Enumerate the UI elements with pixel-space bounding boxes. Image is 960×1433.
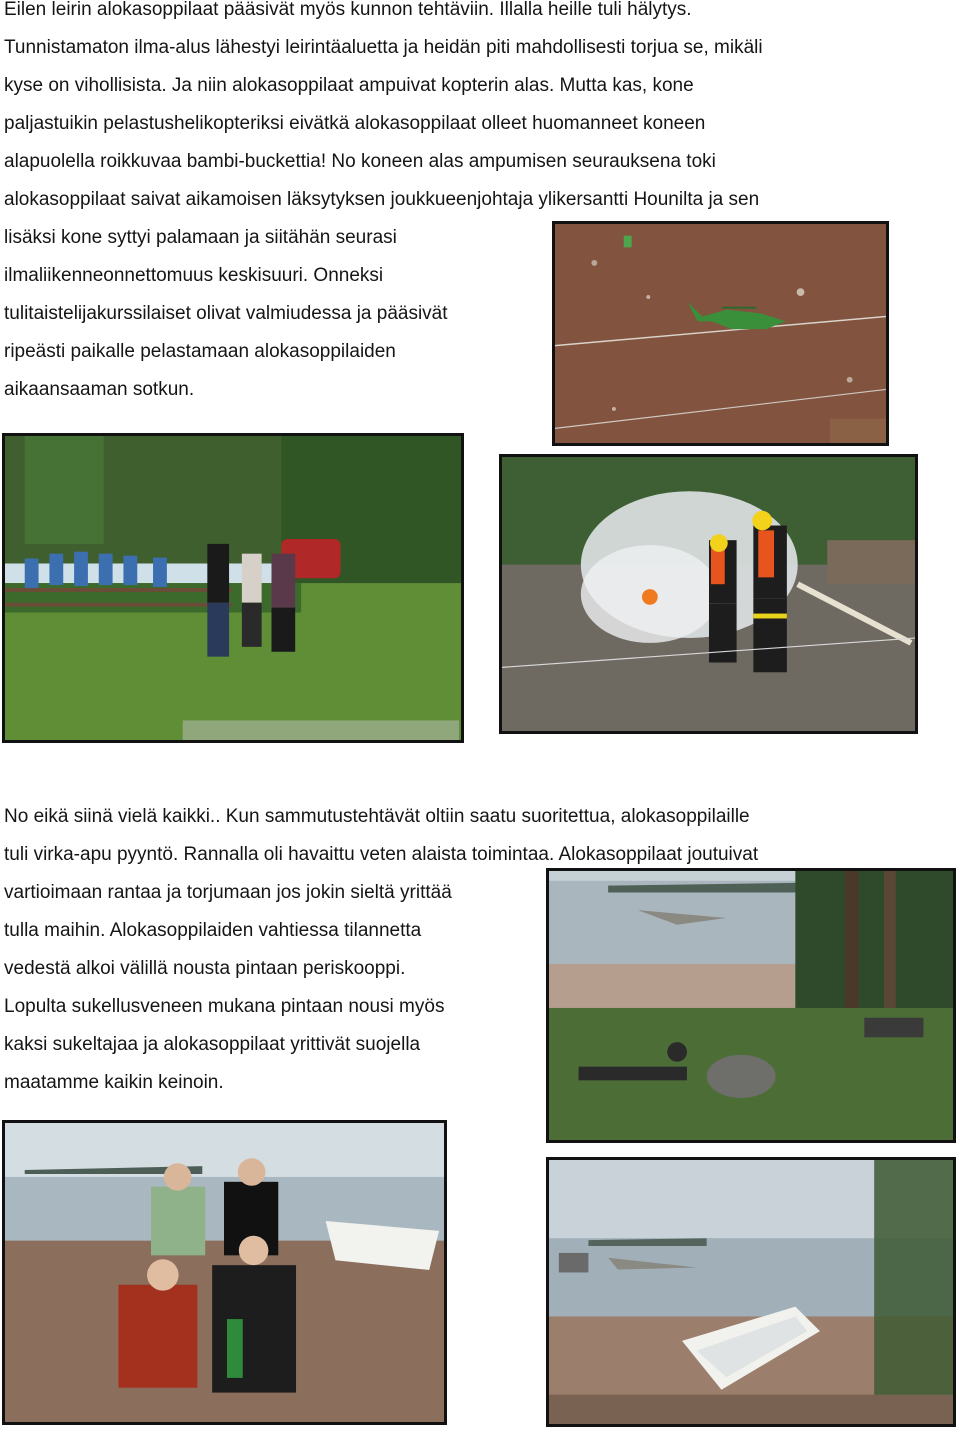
paragraph-1-line-8: ilmaliikenneonnettomuus keskisuuri. Onneksi (4, 265, 384, 286)
paragraph-1-line-9: tulitaistelijakurssilaiset olivat valmiudessa ja pääsivät (4, 303, 448, 324)
paragraph-1-line-1: Eilen leirin alokasoppilaat pääsivät myös kunnon tehtäviin. Illalla heille tuli hälytys. (4, 0, 692, 20)
boat-on-beach-photo (546, 1157, 956, 1427)
paragraph-1-line-10: ripeästi paikalle pelastamaan alokasoppilaiden (4, 341, 396, 362)
paragraph-2-line-8: maatamme kaikin keinoin. (4, 1072, 224, 1093)
paragraph-2-line-5: vedestä alkoi välillä nousta pintaan periskooppi. (4, 958, 406, 979)
divers-group-photo (2, 1120, 447, 1425)
paragraph-2-line-1: No eikä siinä vielä kaikki.. Kun sammutustehtävät oltiin saatu suoritettua, alokasoppilaille (4, 806, 750, 827)
paragraph-1-line-5: alapuolella roikkuvaa bambi-buckettia! No koneen alas ampumisen seurauksena toki (4, 151, 716, 172)
paragraph-2-line-7: kaksi sukeltajaa ja alokasoppilaat yrittivät suojella (4, 1034, 421, 1055)
crowd-on-lawn-photo (2, 433, 464, 743)
paragraph-1-line-4: paljastuikin pelastushelikopteriksi eivätkä alokasoppilaat olleet huomanneet koneen (4, 113, 706, 134)
paragraph-2-line-4: tulla maihin. Alokasoppilaiden vahtiessa tilannetta (4, 920, 422, 941)
paragraph-1-line-6: alokasoppilaat saivat aikamoisen läksytyksen joukkueenjohtaja ylikersantti Hounilta ja sen (4, 189, 760, 210)
paragraph-1-line-2: Tunnistamaton ilma-alus lähestyi leirintäaluetta ja heidän piti mahdollisesti torjua se, mikäli (4, 37, 763, 58)
paragraph-1-line-3: kyse on vihollisista. Ja niin alokasoppilaat ampuivat kopterin alas. Mutta kas, kone (4, 75, 694, 96)
paragraph-2-line-6: Lopulta sukellusveneen mukana pintaan nousi myös (4, 996, 445, 1017)
paragraph-2-line-2: tuli virka-apu pyyntö. Rannalla oli havaittu veten alaista toimintaa. Alokasoppilaat joutuivat (4, 844, 759, 865)
firefighters-photo (499, 454, 918, 734)
paragraph-1-line-7: lisäksi kone syttyi palamaan ja siitähän seurasi (4, 227, 397, 248)
paragraph-1-line-11: aikaansaaman sotkun. (4, 379, 195, 400)
paragraph-2-line-3: vartioimaan rantaa ja torjumaan jos jokin sieltä yrittää (4, 882, 452, 903)
helicopter-target-photo (552, 221, 889, 446)
shore-guard-photo (546, 868, 956, 1143)
